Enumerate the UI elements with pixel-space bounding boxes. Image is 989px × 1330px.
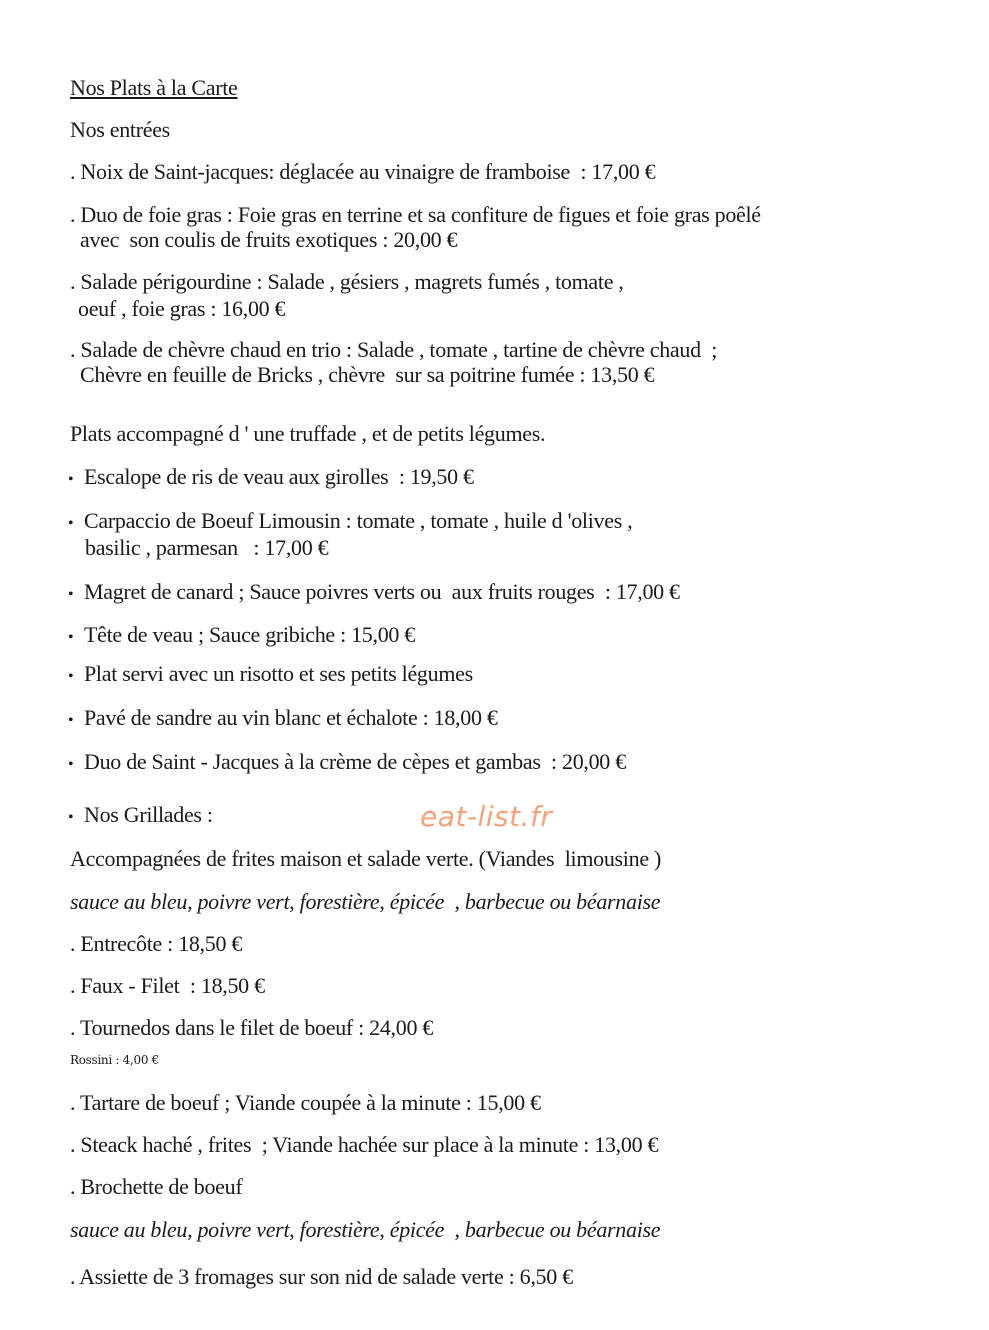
grillade-item: . Faux - Filet : 18,50 €: [70, 973, 265, 998]
bullet-icon: •: [68, 712, 74, 729]
sauces-list: sauce au bleu, poivre vert, forestière, épicée , barbecue ou béarnaise: [70, 1217, 661, 1242]
sauces-list: sauce au bleu, poivre vert, forestière, épicée , barbecue ou béarnaise: [70, 889, 661, 914]
plat-label: Magret de canard ; Sauce poivres verts ou aux fruits rouges : 17,00 €: [84, 579, 680, 604]
plat-item: [68, 661, 473, 690]
entrees-heading: Nos entrées: [70, 117, 170, 142]
bullet-icon: •: [68, 629, 74, 646]
entree-item-continued: Chèvre en feuille de Bricks , chèvre sur sa poitrine fumée : 13,50 €: [80, 362, 655, 387]
bullet-icon: •: [68, 668, 74, 685]
plat-label: Tête de veau ; Sauce gribiche : 15,00 €: [84, 622, 416, 647]
plat-label: Escalope de ris de veau aux girolles : 19,50 €: [84, 464, 474, 489]
entree-item-continued: avec son coulis de fruits exotiques : 20,00 €: [80, 227, 458, 252]
grillade-item: . Brochette de boeuf: [70, 1174, 243, 1199]
bullet-icon: •: [68, 515, 74, 532]
plat-item: [68, 705, 498, 734]
entree-item: . Duo de foie gras : Foie gras en terrine et sa confiture de figues et foie gras poêlé: [70, 202, 761, 227]
entree-item: . Salade périgourdine : Salade , gésiers , magrets fumés , tomate ,: [70, 269, 624, 294]
grillade-item: . Tournedos dans le filet de boeuf : 24,00 €: [70, 1015, 434, 1040]
plat-label: Nos Grillades :: [84, 802, 213, 827]
entree-item: . Salade de chèvre chaud en trio : Salade , tomate , tartine de chèvre chaud ;: [70, 337, 718, 362]
plat-item: [68, 802, 213, 831]
plat-label: Plat servi avec un risotto et ses petits légumes: [84, 661, 473, 686]
bullet-icon: •: [68, 756, 74, 773]
plat-label: Pavé de sandre au vin blanc et échalote : 18,00 €: [84, 705, 498, 730]
plat-label: Carpaccio de Boeuf Limousin : tomate , tomate , huile d 'olives ,: [84, 508, 633, 533]
plat-item: [68, 579, 680, 608]
page-title: Nos Plats à la Carte: [70, 75, 238, 100]
watermark: eat-list.fr: [420, 800, 553, 833]
entree-item-continued: oeuf , foie gras : 16,00 €: [78, 296, 286, 321]
fromages-item: . Assiette de 3 fromages sur son nid de salade verte : 6,50 €: [70, 1264, 573, 1289]
plats-heading: Plats accompagné d ' une truffade , et de petits légumes.: [70, 421, 546, 446]
grillade-item: . Entrecôte : 18,50 €: [70, 931, 243, 956]
rossini-supplement: Rossini : 4,00 €: [70, 1053, 160, 1067]
plat-item: [68, 622, 415, 651]
bullet-icon: •: [68, 809, 74, 826]
plat-item: [68, 749, 626, 778]
plat-item: [68, 464, 474, 493]
plat-label: Duo de Saint - Jacques à la crème de cèpes et gambas : 20,00 €: [84, 749, 626, 774]
bullet-icon: •: [68, 471, 74, 488]
grillades-note: Accompagnées de frites maison et salade verte. (Viandes limousine ): [70, 846, 662, 871]
entree-item: . Noix de Saint-jacques: déglacée au vinaigre de framboise : 17,00 €: [70, 159, 656, 184]
bullet-icon: •: [68, 586, 74, 603]
grillade-item: . Tartare de boeuf ; Viande coupée à la minute : 15,00 €: [70, 1090, 541, 1115]
grillade-item: . Steack haché , frites ; Viande hachée sur place à la minute : 13,00 €: [70, 1132, 659, 1157]
plat-item-continued: basilic , parmesan : 17,00 €: [85, 535, 329, 560]
plat-item: [68, 508, 632, 537]
